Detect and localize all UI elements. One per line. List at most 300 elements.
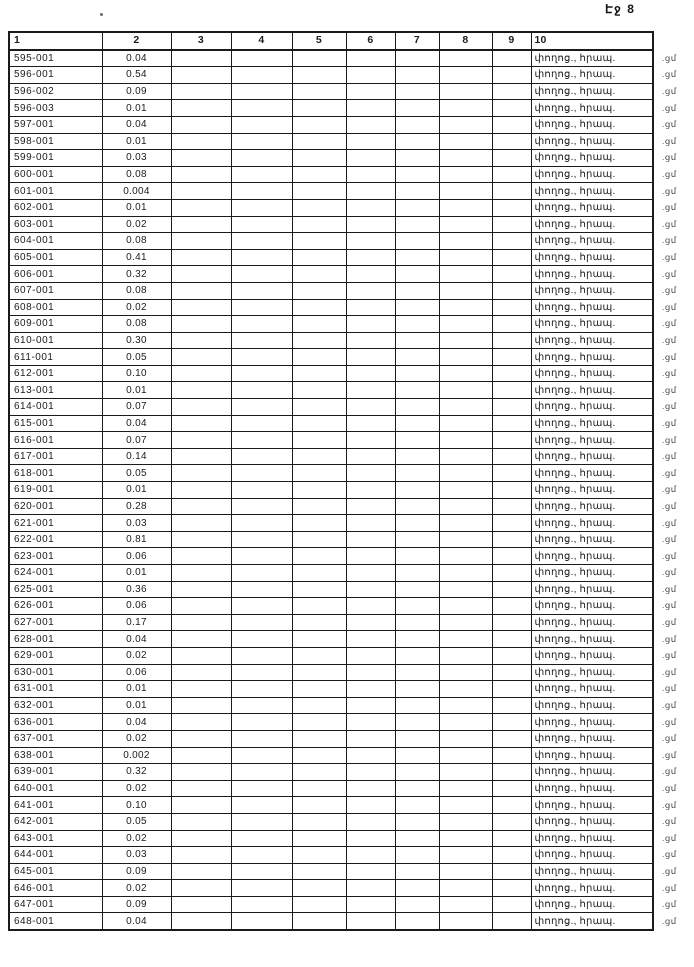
empty-cell — [346, 664, 395, 681]
parcel-id-cell: 609-001 — [9, 316, 102, 333]
empty-cell — [346, 349, 395, 366]
empty-cell — [231, 581, 292, 598]
empty-cell — [171, 714, 231, 731]
table-body — [9, 50, 691, 930]
parcel-id-cell: 617-001 — [9, 448, 102, 465]
empty-cell — [395, 150, 439, 167]
empty-cell — [231, 780, 292, 797]
margin-note: .ցմ — [662, 567, 677, 578]
empty-cell — [171, 764, 231, 781]
area-value-cell: 0.06 — [102, 664, 171, 681]
empty-cell — [292, 797, 346, 814]
area-value-cell: 0.02 — [102, 299, 171, 316]
empty-cell — [292, 349, 346, 366]
parcel-id-cell: 639-001 — [9, 764, 102, 781]
area-value-cell: 0.14 — [102, 448, 171, 465]
empty-cell — [395, 365, 439, 382]
empty-cell — [492, 282, 531, 299]
empty-cell — [231, 199, 292, 216]
empty-cell — [439, 216, 492, 233]
area-value-cell: 0.01 — [102, 100, 171, 117]
empty-cell — [346, 614, 395, 631]
empty-cell — [346, 863, 395, 880]
table-row — [9, 548, 691, 565]
category-cell: փողոց., հրապ. — [531, 847, 653, 864]
category-cell: փողոց., հրապ. — [531, 166, 653, 183]
table-row — [9, 515, 691, 532]
empty-cell — [231, 614, 292, 631]
empty-cell — [492, 67, 531, 84]
empty-cell — [439, 830, 492, 847]
empty-cell — [492, 249, 531, 266]
empty-cell — [439, 780, 492, 797]
empty-cell — [439, 448, 492, 465]
empty-cell — [171, 50, 231, 67]
empty-cell — [292, 233, 346, 250]
empty-cell — [231, 448, 292, 465]
empty-cell — [395, 548, 439, 565]
margin-note: .ցմ — [662, 351, 677, 362]
empty-cell — [171, 365, 231, 382]
empty-cell — [439, 880, 492, 897]
table-row — [9, 614, 691, 631]
empty-cell — [439, 498, 492, 515]
category-cell: փողոց., հրապ. — [531, 565, 653, 582]
empty-cell — [171, 515, 231, 532]
empty-cell — [231, 67, 292, 84]
parcel-id-cell: 615-001 — [9, 415, 102, 432]
empty-cell — [346, 797, 395, 814]
category-cell: փողոց., հրապ. — [531, 714, 653, 731]
empty-cell — [439, 913, 492, 930]
area-value-cell: 0.01 — [102, 133, 171, 150]
margin-note: .ցմ — [662, 633, 677, 644]
margin-note: .ցմ — [662, 617, 677, 628]
empty-cell — [171, 681, 231, 698]
empty-cell — [439, 896, 492, 913]
empty-cell — [395, 249, 439, 266]
empty-cell — [346, 647, 395, 664]
parcel-id-cell: 600-001 — [9, 166, 102, 183]
empty-cell — [292, 465, 346, 482]
parcel-id-cell: 596-002 — [9, 83, 102, 100]
area-value-cell: 0.02 — [102, 830, 171, 847]
parcel-id-cell: 608-001 — [9, 299, 102, 316]
table-row — [9, 282, 691, 299]
area-value-cell: 0.05 — [102, 349, 171, 366]
table-row — [9, 697, 691, 714]
empty-cell — [395, 681, 439, 698]
empty-cell — [439, 482, 492, 499]
area-value-cell: 0.09 — [102, 83, 171, 100]
empty-cell — [231, 332, 292, 349]
area-value-cell: 0.10 — [102, 797, 171, 814]
parcel-id-cell: 636-001 — [9, 714, 102, 731]
empty-cell — [439, 697, 492, 714]
empty-cell — [231, 282, 292, 299]
table-row — [9, 764, 691, 781]
parcel-id-cell: 624-001 — [9, 565, 102, 582]
area-value-cell: 0.07 — [102, 432, 171, 449]
empty-cell — [439, 332, 492, 349]
parcel-id-cell: 644-001 — [9, 847, 102, 864]
empty-cell — [231, 349, 292, 366]
empty-cell — [346, 332, 395, 349]
page-number-label: Էջ 8 — [605, 2, 636, 16]
parcel-id-cell: 619-001 — [9, 482, 102, 499]
empty-cell — [492, 581, 531, 598]
column-header-1: 1 — [9, 32, 102, 50]
empty-cell — [492, 332, 531, 349]
category-cell: փողոց., հրապ. — [531, 581, 653, 598]
empty-cell — [439, 797, 492, 814]
empty-cell — [492, 764, 531, 781]
empty-cell — [395, 714, 439, 731]
table-row — [9, 830, 691, 847]
empty-cell — [171, 233, 231, 250]
empty-cell — [231, 598, 292, 615]
empty-cell — [492, 100, 531, 117]
empty-cell — [346, 747, 395, 764]
empty-cell — [292, 714, 346, 731]
table-row — [9, 598, 691, 615]
parcel-id-cell: 607-001 — [9, 282, 102, 299]
empty-cell — [395, 266, 439, 283]
empty-cell — [346, 150, 395, 167]
category-cell: փողոց., հրապ. — [531, 780, 653, 797]
category-cell: փողոց., հրապ. — [531, 697, 653, 714]
area-value-cell: 0.04 — [102, 714, 171, 731]
area-value-cell: 0.03 — [102, 847, 171, 864]
empty-cell — [231, 498, 292, 515]
table-row — [9, 482, 691, 499]
empty-cell — [492, 266, 531, 283]
area-value-cell: 0.05 — [102, 813, 171, 830]
margin-spacer — [653, 32, 691, 50]
empty-cell — [492, 880, 531, 897]
empty-cell — [395, 647, 439, 664]
empty-cell — [171, 631, 231, 648]
empty-cell — [492, 631, 531, 648]
empty-cell — [492, 614, 531, 631]
empty-cell — [492, 515, 531, 532]
empty-cell — [492, 714, 531, 731]
empty-cell — [171, 913, 231, 930]
empty-cell — [231, 465, 292, 482]
empty-cell — [439, 515, 492, 532]
empty-cell — [171, 150, 231, 167]
area-value-cell: 0.09 — [102, 863, 171, 880]
parcel-id-cell: 599-001 — [9, 150, 102, 167]
empty-cell — [395, 448, 439, 465]
empty-cell — [346, 697, 395, 714]
empty-cell — [439, 365, 492, 382]
empty-cell — [492, 465, 531, 482]
margin-note: .ցմ — [662, 401, 677, 412]
margin-note: .ցմ — [662, 135, 677, 146]
table-row — [9, 183, 691, 200]
margin-note: .ցմ — [662, 152, 677, 163]
parcel-id-cell: 598-001 — [9, 133, 102, 150]
parcel-id-cell: 613-001 — [9, 382, 102, 399]
margin-note: .ցմ — [662, 69, 677, 80]
parcel-id-cell: 621-001 — [9, 515, 102, 532]
empty-cell — [439, 465, 492, 482]
category-cell: փողոց., հրապ. — [531, 797, 653, 814]
category-cell: փողոց., հրապ. — [531, 448, 653, 465]
empty-cell — [292, 432, 346, 449]
category-cell: փողոց., հրապ. — [531, 216, 653, 233]
empty-cell — [439, 183, 492, 200]
area-value-cell: 0.41 — [102, 249, 171, 266]
parcel-id-cell: 630-001 — [9, 664, 102, 681]
empty-cell — [292, 282, 346, 299]
area-value-cell: 0.002 — [102, 747, 171, 764]
parcel-id-cell: 631-001 — [9, 681, 102, 698]
empty-cell — [171, 747, 231, 764]
empty-cell — [439, 116, 492, 133]
empty-cell — [346, 199, 395, 216]
empty-cell — [395, 415, 439, 432]
margin-note: .ցմ — [662, 534, 677, 545]
empty-cell — [346, 847, 395, 864]
category-cell: փողոց., հրապ. — [531, 465, 653, 482]
empty-cell — [292, 249, 346, 266]
margin-note: .ցմ — [662, 849, 677, 860]
empty-cell — [439, 664, 492, 681]
margin-note: .ցմ — [662, 86, 677, 97]
empty-cell — [346, 896, 395, 913]
table-row — [9, 797, 691, 814]
margin-note: .ցմ — [662, 716, 677, 727]
table-row — [9, 448, 691, 465]
empty-cell — [346, 432, 395, 449]
empty-cell — [231, 714, 292, 731]
empty-cell — [292, 515, 346, 532]
empty-cell — [395, 432, 439, 449]
table-row — [9, 730, 691, 747]
empty-cell — [231, 813, 292, 830]
empty-cell — [395, 813, 439, 830]
area-value-cell: 0.02 — [102, 647, 171, 664]
table-row — [9, 316, 691, 333]
empty-cell — [171, 448, 231, 465]
empty-cell — [492, 780, 531, 797]
empty-cell — [231, 913, 292, 930]
area-value-cell: 0.01 — [102, 565, 171, 582]
empty-cell — [292, 365, 346, 382]
empty-cell — [439, 50, 492, 67]
empty-cell — [292, 780, 346, 797]
empty-cell — [292, 598, 346, 615]
empty-cell — [231, 50, 292, 67]
empty-cell — [346, 216, 395, 233]
column-header-5: 5 — [292, 32, 346, 50]
category-cell: փողոց., հրապ. — [531, 266, 653, 283]
category-cell: փողոց., հրապ. — [531, 664, 653, 681]
empty-cell — [346, 880, 395, 897]
category-cell: փողոց., հրապ. — [531, 614, 653, 631]
empty-cell — [231, 432, 292, 449]
margin-note: .ցմ — [662, 700, 677, 711]
empty-cell — [395, 581, 439, 598]
area-value-cell: 0.004 — [102, 183, 171, 200]
empty-cell — [395, 382, 439, 399]
empty-cell — [171, 133, 231, 150]
margin-note: .ցմ — [662, 434, 677, 445]
margin-note: .ցմ — [662, 650, 677, 661]
margin-note: .ցմ — [662, 169, 677, 180]
table-row — [9, 896, 691, 913]
empty-cell — [492, 565, 531, 582]
empty-cell — [492, 166, 531, 183]
parcel-id-cell: 601-001 — [9, 183, 102, 200]
category-cell: փողոց., հրապ. — [531, 515, 653, 532]
empty-cell — [171, 730, 231, 747]
table-row — [9, 249, 691, 266]
empty-cell — [395, 565, 439, 582]
margin-note: .ցմ — [662, 285, 677, 296]
margin-note: .ցմ — [662, 318, 677, 329]
empty-cell — [231, 863, 292, 880]
empty-cell — [439, 282, 492, 299]
empty-cell — [395, 116, 439, 133]
empty-cell — [346, 730, 395, 747]
empty-cell — [492, 448, 531, 465]
margin-note: .ցմ — [662, 899, 677, 910]
empty-cell — [395, 531, 439, 548]
margin-note: .ցմ — [662, 517, 677, 528]
empty-cell — [492, 913, 531, 930]
empty-cell — [292, 764, 346, 781]
empty-cell — [395, 50, 439, 67]
empty-cell — [231, 100, 292, 117]
table-row — [9, 631, 691, 648]
table-row — [9, 847, 691, 864]
margin-note: .ցմ — [662, 500, 677, 511]
category-cell: փողոց., հրապ. — [531, 316, 653, 333]
empty-cell — [171, 847, 231, 864]
table-header-row — [9, 32, 691, 50]
parcel-id-cell: 614-001 — [9, 399, 102, 416]
parcel-id-cell: 641-001 — [9, 797, 102, 814]
margin-note: .ցմ — [662, 368, 677, 379]
empty-cell — [395, 282, 439, 299]
empty-cell — [231, 83, 292, 100]
empty-cell — [171, 266, 231, 283]
empty-cell — [171, 332, 231, 349]
empty-cell — [292, 199, 346, 216]
margin-note: .ցմ — [662, 666, 677, 677]
empty-cell — [492, 399, 531, 416]
empty-cell — [439, 399, 492, 416]
empty-cell — [171, 282, 231, 299]
parcel-id-cell: 612-001 — [9, 365, 102, 382]
empty-cell — [492, 863, 531, 880]
empty-cell — [492, 681, 531, 698]
category-cell: փողոց., հրապ. — [531, 880, 653, 897]
empty-cell — [395, 166, 439, 183]
area-value-cell: 0.32 — [102, 764, 171, 781]
area-value-cell: 0.30 — [102, 332, 171, 349]
empty-cell — [492, 531, 531, 548]
empty-cell — [395, 797, 439, 814]
empty-cell — [439, 233, 492, 250]
empty-cell — [292, 697, 346, 714]
empty-cell — [439, 249, 492, 266]
empty-cell — [492, 830, 531, 847]
empty-cell — [171, 349, 231, 366]
empty-cell — [292, 399, 346, 416]
category-cell: փողոց., հրապ. — [531, 764, 653, 781]
empty-cell — [492, 432, 531, 449]
category-cell: փողոց., հրապ. — [531, 299, 653, 316]
column-header-8: 8 — [439, 32, 492, 50]
empty-cell — [292, 166, 346, 183]
category-cell: փողոց., հրապ. — [531, 631, 653, 648]
empty-cell — [395, 332, 439, 349]
empty-cell — [292, 498, 346, 515]
empty-cell — [439, 133, 492, 150]
table-row — [9, 116, 691, 133]
empty-cell — [292, 67, 346, 84]
margin-note: .ցմ — [662, 882, 677, 893]
empty-cell — [231, 415, 292, 432]
category-cell: փողոց., հրապ. — [531, 67, 653, 84]
parcel-id-cell: 606-001 — [9, 266, 102, 283]
empty-cell — [492, 647, 531, 664]
empty-cell — [492, 365, 531, 382]
parcel-id-cell: 646-001 — [9, 880, 102, 897]
empty-cell — [346, 399, 395, 416]
column-header-10: 10 — [531, 32, 653, 50]
area-value-cell: 0.01 — [102, 482, 171, 499]
empty-cell — [439, 100, 492, 117]
empty-cell — [395, 482, 439, 499]
empty-cell — [492, 797, 531, 814]
parcel-id-cell: 627-001 — [9, 614, 102, 631]
empty-cell — [231, 166, 292, 183]
parcel-id-cell: 602-001 — [9, 199, 102, 216]
area-value-cell: 0.08 — [102, 282, 171, 299]
empty-cell — [492, 349, 531, 366]
margin-note: .ցմ — [662, 202, 677, 213]
empty-cell — [292, 133, 346, 150]
empty-cell — [292, 316, 346, 333]
empty-cell — [231, 880, 292, 897]
category-cell: փողոց., հրապ. — [531, 249, 653, 266]
empty-cell — [395, 498, 439, 515]
empty-cell — [492, 116, 531, 133]
empty-cell — [439, 747, 492, 764]
empty-cell — [292, 730, 346, 747]
empty-cell — [346, 365, 395, 382]
empty-cell — [346, 382, 395, 399]
empty-cell — [231, 216, 292, 233]
empty-cell — [171, 863, 231, 880]
empty-cell — [492, 216, 531, 233]
area-value-cell: 0.04 — [102, 631, 171, 648]
empty-cell — [346, 515, 395, 532]
table-row — [9, 166, 691, 183]
empty-cell — [492, 50, 531, 67]
category-cell: փողոց., հրապ. — [531, 150, 653, 167]
area-value-cell: 0.04 — [102, 50, 171, 67]
table-row — [9, 266, 691, 283]
empty-cell — [492, 415, 531, 432]
margin-note: .ցմ — [662, 235, 677, 246]
empty-cell — [439, 166, 492, 183]
